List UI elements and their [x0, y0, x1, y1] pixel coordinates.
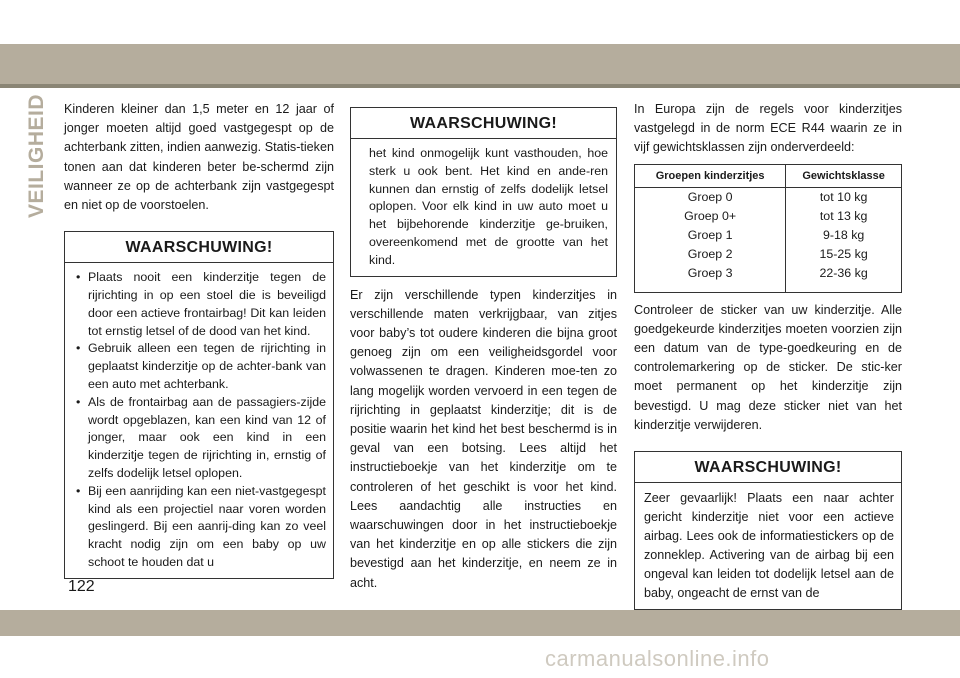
warning-body: het kind onmogelijk kunt vasthouden, hoe sterk u ook bent. Het kind en ande-ren kunnen dan ernstig of zelfs dodelijk letsel oplopen. Voor elk kind in uw auto moet u het bijbehorende kinderzitje ge-bruiken, overeenkomend met de grootte van het kind.: [369, 146, 608, 267]
column-1: [64, 100, 334, 579]
warning-list: [74, 269, 326, 572]
table-row: [635, 226, 902, 245]
watermark: carmanualsonline.info: [545, 646, 770, 671]
table-cell: 15-25 kg: [786, 245, 902, 264]
warning-title: WAARSCHUWING!: [65, 232, 333, 263]
table-cell: Groep 2: [635, 245, 786, 264]
intro-paragraph: Kinderen kleiner dan 1,5 meter en 12 jaar of jonger moeten altijd goed vastgegespt op de achterbank zitten, indien aanwezig. Statis-tieken tonen aan dat kinderen beter be-schermd zijn wanneer ze op de achterbank zijn vastgegespt en niet op de voorstoelen.: [64, 102, 334, 213]
section-tab-label: VEILIGHEID: [25, 93, 48, 219]
table-row: [635, 264, 902, 293]
warning-box-3: [634, 451, 902, 610]
intro-paragraph: In Europa zijn de regels voor kinderzitjes vastgelegd in de norm ECE R44 waarin ze in vijf gewichtsklassen zijn onderverdeeld:: [634, 102, 902, 155]
warning-box-1: [64, 231, 334, 579]
column-3: [634, 100, 902, 610]
weight-class-table: [634, 164, 902, 293]
body-paragraph: Er zijn verschillende typen kinderzitjes in verschillende maten verkrijgbaar, van zitjes voor baby’s tot oudere kinderen die bijna groot genoeg zijn om een veiligheidsgordel voor volwassenen te dragen. Kinderen moe-ten zo lang mogelijk worden vervoerd in een tegen de rijrichting in geplaatst kinderzitje; dit is de positie waarin het kind het best beschermd is in geval van een botsing. Lees altijd het instructieboekje van het kinderzitje om te controleren of het geschikt is voor het kind. Lees aandachtig alle instructies en waarschuwingen door in het instructieboekje van het kinderzitje en op alle stickers die zijn bevestigd aan het kinderzitje, en neem ze in acht.: [350, 287, 617, 590]
table-row: [635, 187, 902, 207]
warning-title: WAARSCHUWING!: [351, 108, 616, 139]
table-cell: Groep 0+: [635, 207, 786, 226]
table-cell: tot 13 kg: [786, 207, 902, 226]
table-header-row: [635, 164, 902, 187]
warning-list-item: • Plaats nooit een kinderzitje tegen de rijrichting in op een stoel die is beveiligd door een actieve frontairbag! Dit kan leiden tot ernstig letsel of de dood van het kind.: [74, 269, 326, 340]
table-header-cell: Gewichtsklasse: [786, 164, 902, 187]
table-cell: 9-18 kg: [786, 226, 902, 245]
column-2: [350, 107, 617, 593]
page-number: 122: [68, 578, 95, 595]
footer-band: [0, 610, 960, 636]
table-cell: Groep 0: [635, 187, 786, 207]
warning-list-item: • Als de frontairbag aan de passagiers-zijde wordt opgeblazen, kan een kind van 12 of jonger, maar ook een kind in een kinderzitje tegen de rijrichting in, ernstig of zelfs dodelijk letsel oplopen.: [74, 394, 326, 483]
warning-box-2: [350, 107, 617, 277]
table-cell: 22-36 kg: [786, 264, 902, 293]
table-row: [635, 207, 902, 226]
table-header-cell: Groepen kinderzitjes: [635, 164, 786, 187]
header-band: [0, 44, 960, 84]
warning-body: [65, 263, 333, 578]
warning-list-item: • Bij een aanrijding kan een niet-vastgegespt kind als een projectiel naar voren worden geslingerd. Bij een aanrij-ding kan zo veel kracht nodig zijn om een baby op uw schoot te houden dat u: [74, 483, 326, 572]
body-paragraph: Controleer de sticker van uw kinderzitje. Alle goedgekeurde kinderzitjes moeten voorzien zijn een datum van de type-goedkeuring en de controlemarkering op de sticker. De stic-ker moet permanent op het kinderzitje zijn bevestigd. U mag deze sticker niet van het kinderzitje verwijderen.: [634, 302, 902, 432]
table-row: [635, 245, 902, 264]
section-tab: [22, 93, 52, 219]
table-cell: Groep 1: [635, 226, 786, 245]
warning-body: Zeer gevaarlijk! Plaats een naar achter gericht kinderzitje niet voor een actieve airbag. Lees ook de informatiestickers op de zonneklep. Activering van de airbag bij een ongeval kan leiden tot dodelijk letsel aan de baby, ongeacht de ernst van de: [644, 491, 894, 601]
table-cell: Groep 3: [635, 264, 786, 293]
warning-title: WAARSCHUWING!: [635, 452, 901, 483]
warning-list-item: • Gebruik alleen een tegen de rijrichting in geplaatst kinderzitje op de achter-bank van een auto met achterbank.: [74, 340, 326, 393]
table-cell: tot 10 kg: [786, 187, 902, 207]
